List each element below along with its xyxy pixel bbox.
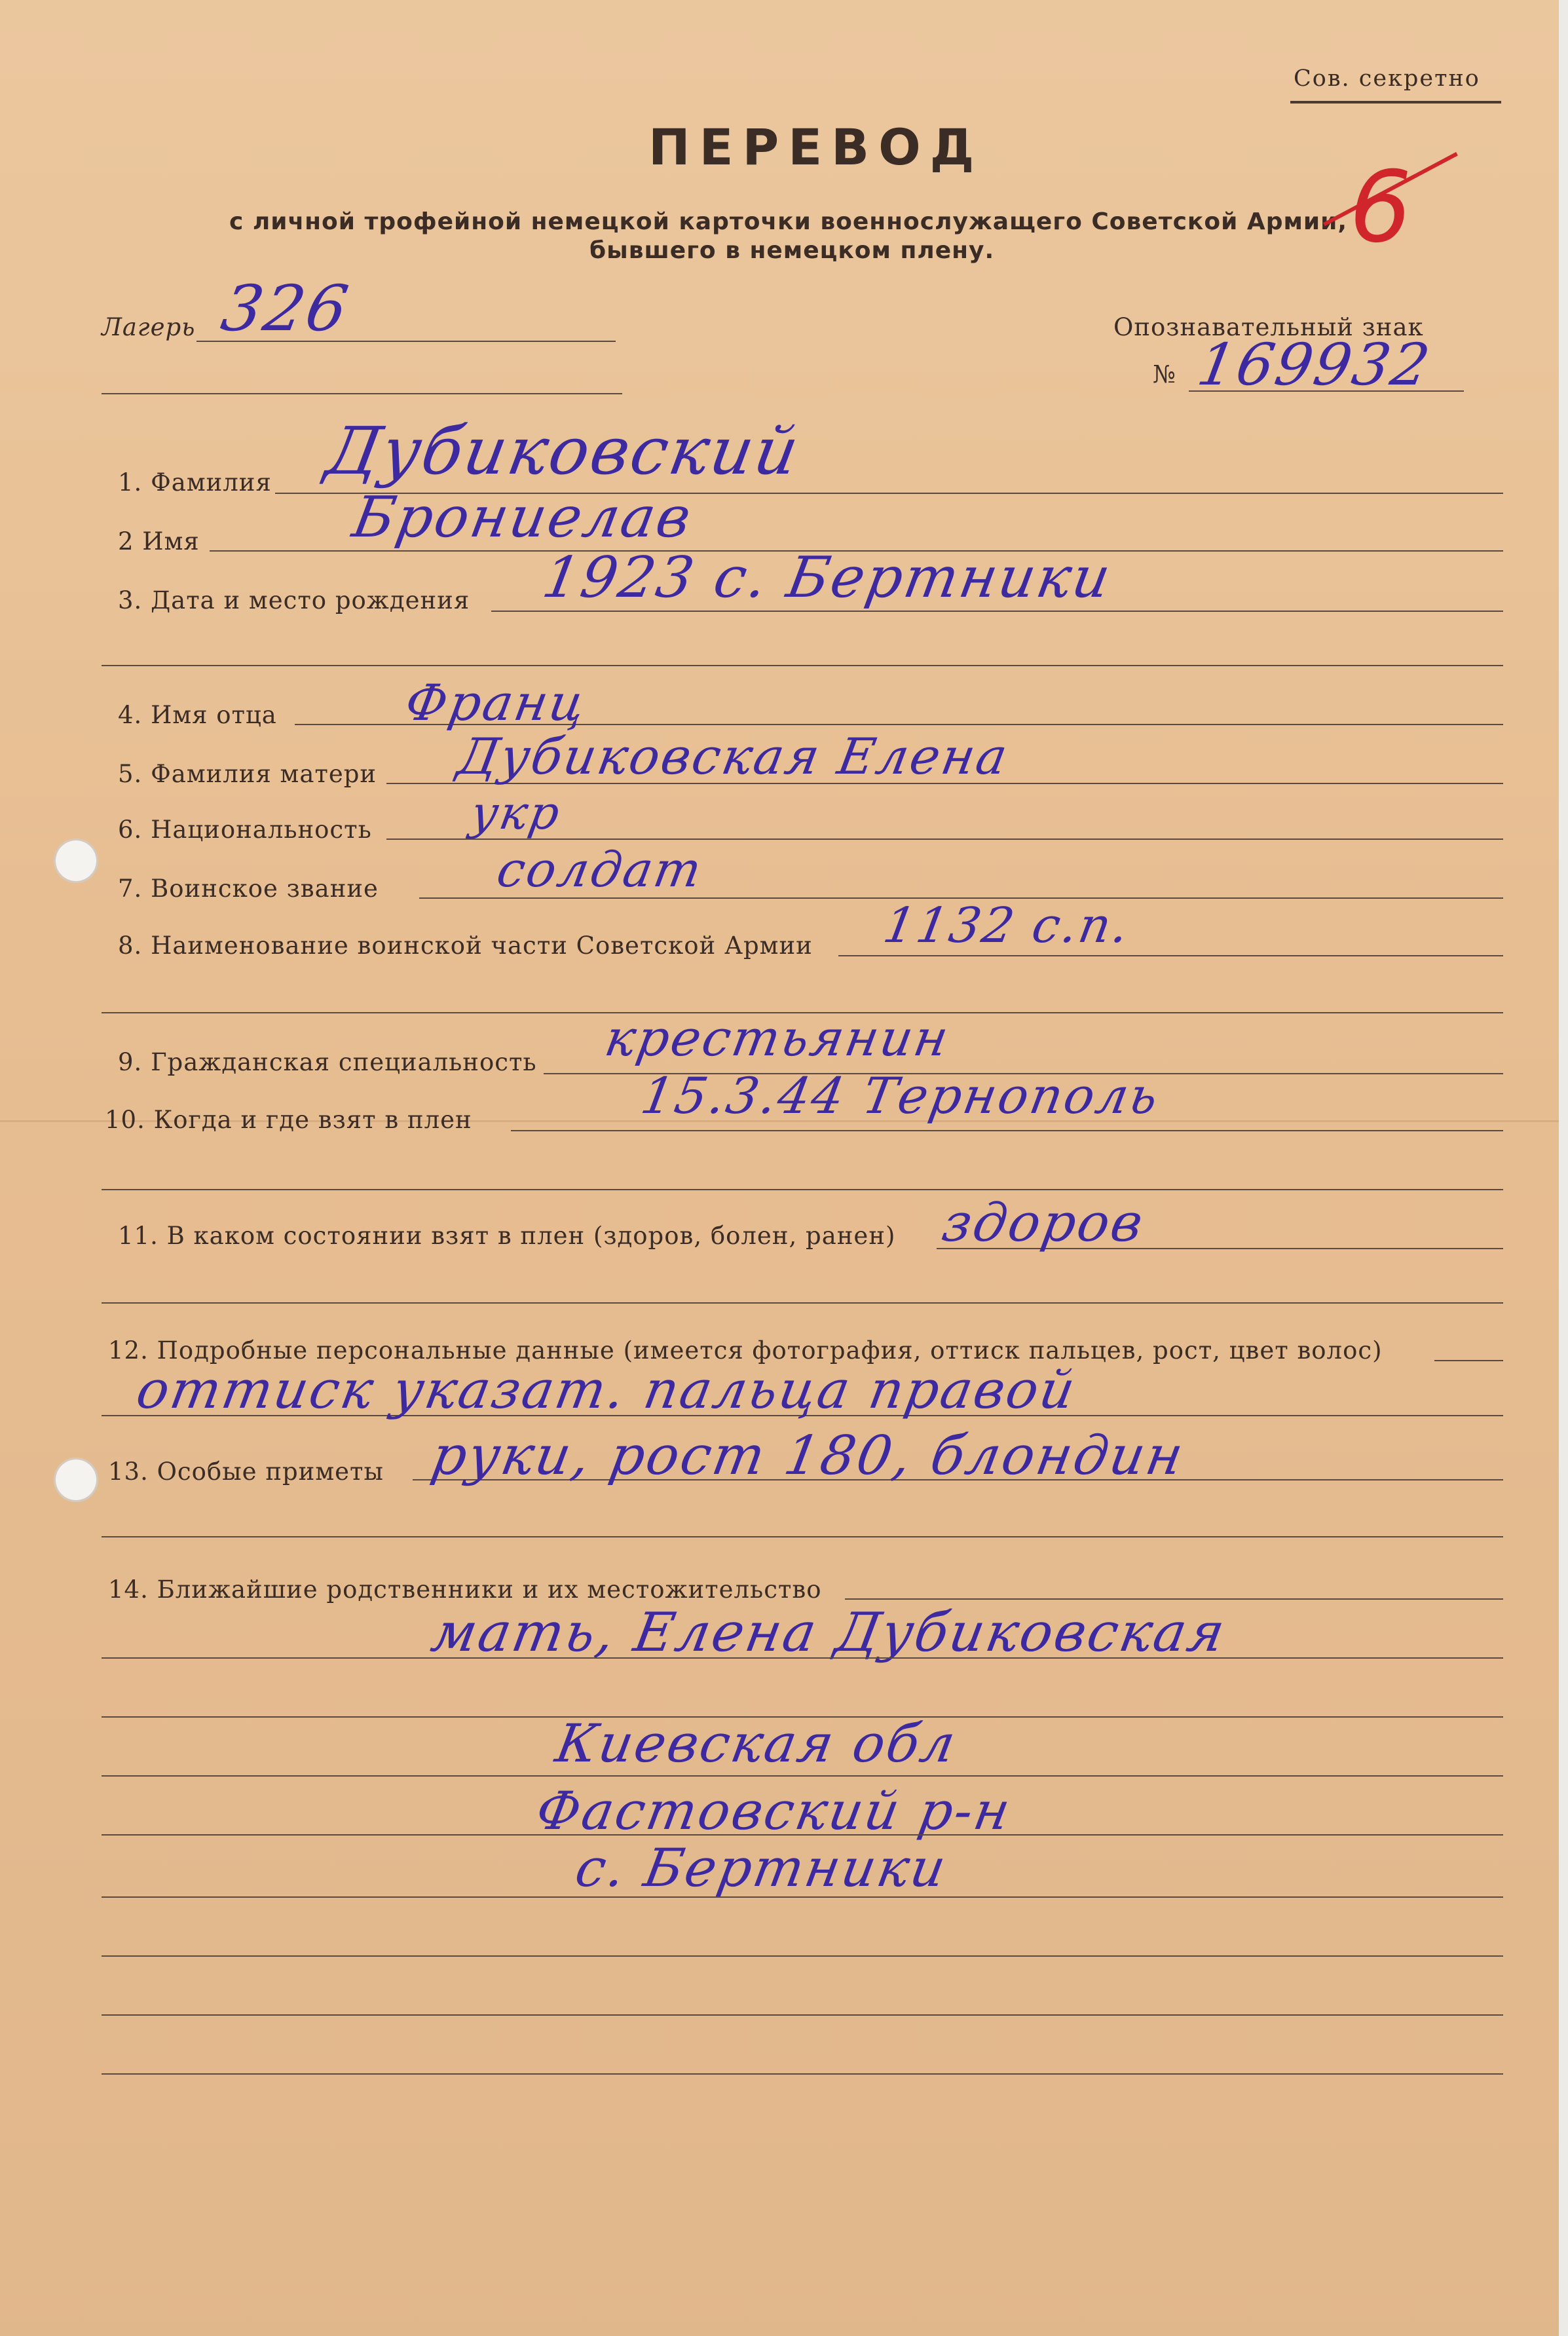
relative-line-3: Фастовский р-н <box>531 1780 1017 1841</box>
relatives-line-1 <box>102 1657 1503 1659</box>
field-13-label: 13. Особые приметы <box>108 1458 384 1486</box>
field-14-label: 14. Ближайшие родственники и их местожительство <box>108 1575 822 1604</box>
id-tag-value: 169932 <box>1192 331 1437 398</box>
punch-hole <box>54 1458 98 1502</box>
classification-stamp: Сов. секретно <box>1294 66 1480 92</box>
field-12-label: 12. Подробные персональные данные (имеется фотография, оттиск пальцев, рост, цвет волос) <box>108 1336 1383 1365</box>
subtitle-line-2: бывшего в немецком плену. <box>589 237 995 264</box>
field-3-label: 3. Дата и место рождения <box>118 586 470 614</box>
id-tag-label: Опознавательный знак <box>1113 313 1424 341</box>
page-number-mark: 6 <box>1349 151 1412 265</box>
field-11-value: здоров <box>937 1192 1149 1253</box>
field-11-label: 11. В каком состоянии взят в плен (здоров, болен, ранен) <box>118 1222 896 1250</box>
relatives-line-5 <box>102 1896 1503 1898</box>
relatives-line-7 <box>102 2014 1503 2016</box>
field-8-value: 1132 с.п. <box>879 897 1135 954</box>
field-8-label: 8. Наименование воинской части Советской Армии <box>118 932 813 960</box>
relatives-line-6 <box>102 1955 1503 1957</box>
field-3-value: 1923 с. Бертники <box>538 545 1117 611</box>
field-10-line-2 <box>102 1189 1503 1190</box>
field-9-value: крестьянин <box>601 1009 955 1067</box>
field-1-label: 1. Фамилия <box>118 468 272 497</box>
field-2-label: 2 Имя <box>118 527 200 556</box>
field-1-value: Дубиковский <box>320 413 806 489</box>
field-4-label: 4. Имя отца <box>118 701 277 729</box>
field-5-value: Дубиковская Елена <box>453 727 1014 785</box>
field-4-value: Франц <box>401 673 591 732</box>
field-11-line-2 <box>102 1302 1503 1304</box>
subtitle-line-1: с личной трофейной немецкой карточки военнослужащего Советской Армии, <box>229 208 1348 235</box>
punch-hole <box>54 838 98 883</box>
relatives-line-8 <box>102 2073 1503 2075</box>
field-5-label: 5. Фамилия матери <box>118 760 377 788</box>
relatives-line-4 <box>102 1834 1503 1836</box>
field-2-value: Брониелав <box>348 485 698 550</box>
field-10-value: 15.3.44 Тернополь <box>637 1066 1165 1125</box>
relatives-line-3 <box>102 1775 1503 1777</box>
camp-label: Лагерь <box>102 313 196 341</box>
relative-line-2: Киевская обл <box>551 1713 962 1774</box>
field-8-line <box>838 955 1503 956</box>
document-title: ПЕРЕВОД <box>648 118 984 176</box>
field-10-label: 10. Когда и где взят в плен <box>105 1106 472 1134</box>
field-7-label: 7. Воинское звание <box>118 875 379 903</box>
relative-line-4: с. Бертники <box>570 1837 952 1898</box>
id-tag-prefix: № <box>1153 360 1177 388</box>
field-12-value: оттиск указат. пальца правой <box>132 1359 1081 1420</box>
field-6-label: 6. Национальность <box>118 816 372 844</box>
field-6-value: укр <box>466 786 566 840</box>
classification-underline <box>1290 101 1501 104</box>
field-7-value: солдат <box>493 842 707 898</box>
page-edge <box>1559 0 1568 2336</box>
field-12-line-tail <box>1434 1360 1503 1361</box>
camp-value: 326 <box>216 272 356 345</box>
field-9-label: 9. Гражданская специальность <box>118 1048 537 1076</box>
relative-line-1: мать, Елена Дубиковская <box>426 1602 1231 1664</box>
camp-line-2 <box>102 393 622 394</box>
field-13-line-2 <box>102 1536 1503 1537</box>
field-14-line <box>845 1598 1503 1600</box>
field-3-line <box>491 611 1503 612</box>
field-10-line <box>511 1130 1503 1131</box>
field-13-value: руки, рост 180, блондин <box>426 1425 1190 1487</box>
field-3-line-2 <box>102 665 1503 666</box>
